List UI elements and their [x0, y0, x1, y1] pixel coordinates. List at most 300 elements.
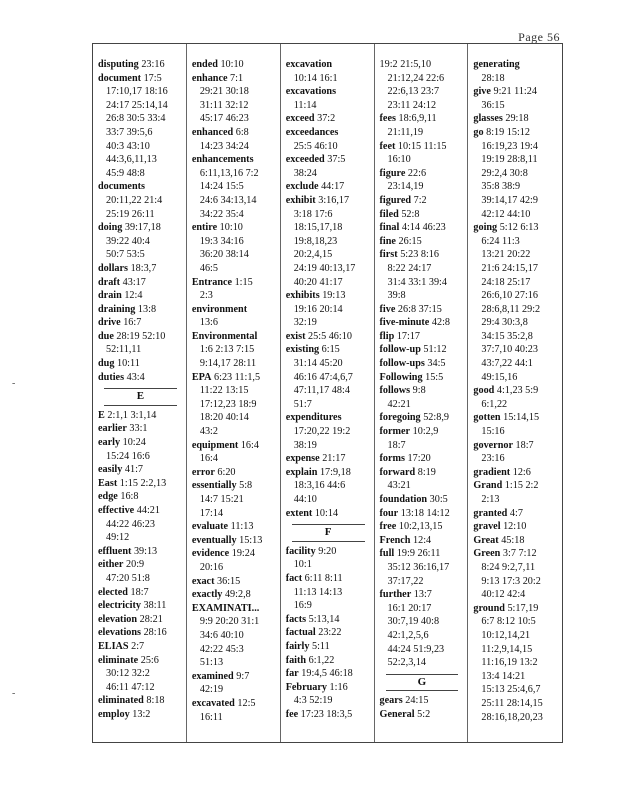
page-line-refs: 28:16 [143, 627, 167, 639]
page-line-refs: 39:8 [387, 290, 406, 302]
page-line-refs: 52:8,9 [423, 412, 449, 424]
index-entry [380, 140, 465, 167]
page-line-refs: 44:3,6,11,13 [106, 154, 157, 166]
page-line-refs: 29:2,4 30:8 [481, 167, 528, 179]
page-line-refs: 18:6,9,11 [398, 113, 437, 125]
page-line-refs: 20:9 [126, 559, 145, 571]
page-line-refs: 33:1 [129, 423, 148, 435]
index-entry [380, 194, 465, 208]
index-term: facility [285, 545, 316, 557]
page-line-refs: 30:12 32:2 [106, 668, 150, 680]
index-entry [98, 558, 183, 585]
page-line-refs: 44:22 46:23 [106, 518, 155, 530]
page-line-refs: 25:11 28:14,15 [481, 697, 543, 709]
index-entry [98, 504, 183, 545]
index-term: faith [285, 654, 307, 666]
page-line-refs: 16:7 [123, 317, 142, 329]
page-line-refs: 16:1 20:17 [387, 602, 432, 614]
page-line-refs: 12:10 [503, 521, 527, 533]
index-term: excavated [191, 697, 235, 709]
page-line-refs: 30:5 [429, 494, 448, 505]
index-entry [192, 371, 277, 439]
index-term: elected [98, 586, 128, 598]
page-line-refs: 28:6,8,11 29:2 [481, 303, 541, 315]
page-line-refs: 2:3 [199, 290, 213, 302]
index-entry [286, 330, 371, 344]
page-line-refs: 17:14 [199, 507, 224, 519]
index-entry [192, 602, 277, 670]
page-line-refs: 10:10 [220, 59, 244, 70]
index-term: drive [98, 317, 121, 329]
index-entry [286, 153, 371, 180]
page-line-refs: 49:15,16 [481, 371, 518, 383]
index-term: further [379, 589, 412, 601]
page-line-refs: 42:21 [387, 398, 411, 410]
index-term: granted [473, 507, 508, 519]
index-entry [380, 343, 465, 357]
page-line-refs: 24:19 40:13,17 [293, 262, 356, 274]
index-entry [98, 708, 183, 722]
index-entry [98, 180, 183, 221]
index-entry [380, 547, 465, 588]
index-entry [473, 439, 559, 466]
page-line-refs: 44:17 [321, 181, 345, 193]
index-entry [473, 507, 559, 521]
index-entry [98, 330, 183, 357]
section-letter-heading: E [104, 388, 177, 406]
index-entry [98, 613, 183, 627]
index-entry [98, 545, 183, 559]
index-term: existing [285, 344, 320, 356]
page-line-refs: 43:4 [126, 371, 145, 383]
index-entry [192, 330, 277, 371]
page-line-refs: 10:15 11:15 [397, 140, 447, 152]
page-line-refs: 2:1,1 3:1,14 [107, 409, 157, 421]
index-term: foundation [379, 494, 428, 505]
page-line-refs: 12:4 [124, 290, 143, 302]
page-line-refs: 5:17,19 [507, 602, 539, 614]
page-line-refs: 1:6 2:13 7:15 [199, 344, 255, 356]
index-term: former [379, 426, 411, 438]
page-line-refs: 8:24 9:2,7,11 [481, 561, 536, 573]
index-entry [473, 411, 559, 438]
index-term: five-minute [379, 317, 430, 329]
index-entry [473, 58, 559, 85]
index-term: fee [285, 708, 299, 720]
index-term: eliminated [98, 695, 144, 707]
page-line-refs: 43:17 [122, 276, 146, 288]
index-entry [286, 667, 371, 681]
index-entry [192, 303, 277, 330]
index-term: February [285, 681, 327, 693]
page-line-refs: 26:6,10 27:16 [481, 290, 538, 302]
index-entry [473, 602, 559, 724]
index-term: environment [191, 303, 248, 315]
page-line-refs: 10:1 [293, 559, 312, 571]
page-line-refs: 12:5 [237, 697, 256, 709]
index-term: dollars [98, 262, 129, 274]
index-term: first [379, 249, 398, 261]
page-line-refs: 3:7 7:12 [502, 548, 537, 560]
index-term: dug [98, 358, 115, 370]
index-entry [473, 534, 559, 548]
index-term: Environmental [191, 330, 258, 342]
index-term: exceed [285, 113, 315, 125]
page-line-refs: 14:7 15:21 [199, 494, 244, 505]
index-entry [286, 507, 371, 521]
index-entry [380, 330, 465, 344]
index-entry [192, 439, 277, 466]
page-line-refs: 41:7 [124, 464, 144, 476]
page-line-refs: 44:21 [136, 505, 160, 516]
page-line-refs: 6:24 11:3 [481, 235, 520, 247]
page-line-refs: 9:20 [318, 545, 337, 557]
page-line-refs: 15:5 [425, 371, 444, 383]
section-letter-heading: G [386, 674, 459, 692]
index-term: exhibit [285, 194, 316, 206]
index-entry [473, 520, 559, 534]
index-term: draining [98, 303, 136, 315]
page-line-refs: 2:13 [481, 494, 500, 505]
page-line-refs: 23:22 [318, 627, 342, 639]
index-term: five [379, 303, 396, 315]
index-term: gotten [473, 412, 501, 424]
index-term: equipment [191, 439, 239, 451]
page-line-refs: 5:8 [239, 480, 253, 492]
index-entry [98, 289, 183, 303]
index-entry [192, 72, 277, 126]
index-term: fact [285, 572, 303, 584]
index-term: four [379, 507, 399, 519]
index-entry [380, 507, 465, 521]
index-term: earlier [98, 423, 127, 435]
index-term: EPA [191, 371, 212, 383]
index-term: far [285, 668, 299, 680]
page-line-refs: 24:6 34:13,14 [199, 194, 257, 206]
page-line-refs: 46:11 47:12 [106, 681, 155, 693]
index-term: go [473, 126, 484, 138]
index-term: East [98, 477, 118, 489]
page-line-refs: 42:8 [431, 317, 450, 329]
page-line-refs: 3:18 17:6 [293, 208, 333, 220]
page-line-refs: 17:23 18:3,5 [300, 708, 353, 720]
index-entry [286, 85, 371, 112]
page-line-refs: 43:2 [199, 426, 218, 438]
page-line-refs: 19:9 26:11 [396, 548, 441, 560]
index-entry [380, 520, 465, 534]
page-line-refs: 39:13 [133, 545, 158, 557]
page-line-refs: 19:13 [322, 290, 346, 302]
index-entry [380, 316, 465, 330]
page-line-refs: 20:16 [199, 561, 224, 573]
page-line-refs: 5:12 6:13 [499, 222, 539, 234]
page-line-refs: 11:13 14:13 [293, 586, 343, 598]
page-line-refs: 31:4 33:1 39:4 [387, 276, 447, 288]
index-entry [98, 599, 183, 613]
index-entry [380, 534, 465, 548]
index-term: explain [285, 466, 318, 478]
index-entry [192, 276, 277, 303]
index-entry [473, 221, 559, 384]
index-term: draft [98, 276, 121, 288]
page-line-refs: 18:7 [387, 439, 406, 451]
page-line-refs: 28:21 [139, 613, 163, 625]
page-line-refs: 36:20 38:14 [199, 249, 249, 261]
page-line-refs: 4:3 52:19 [293, 695, 333, 707]
index-entry [380, 371, 465, 385]
page-line-refs: 34:5 [427, 358, 446, 370]
page-line-refs: 6:11 8:11 [304, 572, 343, 584]
page-line-refs: 37:2 [317, 113, 336, 125]
index-entry [286, 613, 371, 627]
page-line-refs: 18:15,17,18 [293, 222, 343, 234]
page-line-refs: 37:17,22 [387, 575, 424, 587]
page-line-refs: 18:7 [130, 586, 149, 598]
page-line-refs: 25:5 46:10 [308, 330, 352, 342]
index-term: exact [191, 575, 215, 587]
page-line-refs: 24:17 25:14,14 [106, 99, 168, 111]
page-line-refs: 28:16,18,20,23 [481, 711, 543, 723]
page-line-refs: 9:8 [412, 385, 426, 397]
index-term: ELIAS [98, 640, 129, 652]
index-term: final [379, 222, 400, 234]
index-entry [380, 221, 465, 235]
page-line-refs: 16:19,23 19:4 [481, 140, 538, 152]
index-term: effluent [98, 545, 132, 557]
page-line-refs: 37:5 [327, 154, 346, 166]
page-line-refs: 30:7,19 40:8 [387, 616, 440, 628]
page-line-refs: 13:7 [413, 589, 432, 601]
page-line-refs: 11:2,9,14,15 [481, 643, 533, 655]
page-line-refs: 44:10 [293, 494, 317, 505]
page-line-refs: 31:11 32:12 [199, 99, 249, 111]
page-line-refs: 45:18 [501, 534, 525, 546]
index-column-2 [187, 44, 281, 742]
index-term: examined [191, 670, 234, 682]
index-term: due [98, 330, 114, 342]
index-entry [380, 425, 465, 452]
page-line-refs: 31:14 45:20 [293, 358, 343, 370]
index-term: disputing [98, 59, 139, 70]
index-entry [98, 72, 183, 181]
page-line-refs: 28:19 52:10 [116, 330, 166, 342]
page-line-refs: 15:24 16:6 [106, 450, 150, 462]
page-line-refs: 11:16,19 13:2 [481, 657, 538, 669]
index-entry [192, 588, 277, 602]
page-line-refs: 20:2,4,15 [293, 249, 333, 261]
page-line-refs: 19:4,5 46:18 [301, 668, 353, 680]
page-line-refs: 32:19 [293, 317, 317, 329]
index-entry [98, 316, 183, 330]
page-line-refs: 19:16 20:14 [293, 303, 343, 315]
index-term: forms [379, 453, 405, 465]
index-entry [98, 477, 183, 491]
page-line-refs: 16:11 [199, 711, 223, 723]
index-term: error [191, 466, 215, 478]
page-line-refs: 35:8 38:9 [481, 181, 521, 193]
page-line-refs: 7:1 [230, 72, 244, 84]
index-entry [286, 180, 371, 194]
index-entry [380, 466, 465, 493]
index-entry [380, 303, 465, 317]
page-line-refs: 18:7 [515, 439, 534, 451]
page-line-refs: 23:16 [481, 453, 505, 465]
page-line-refs: 14:24 15:5 [199, 181, 244, 193]
index-entry [380, 588, 465, 670]
page-line-refs: 16:4 [199, 453, 218, 465]
index-entry [380, 452, 465, 466]
page-line-refs: 9:21 11:24 [493, 86, 537, 98]
page-line-refs: 28:18 [481, 72, 505, 84]
index-term: exist [285, 330, 306, 342]
page-line-refs: 45:17 46:23 [199, 113, 249, 125]
page-line-refs: 43:7,22 44:1 [481, 358, 533, 370]
page-line-refs: 10:14 [314, 507, 339, 519]
index-entry [380, 112, 465, 139]
page-line-refs: 10:2,13,15 [398, 521, 443, 533]
index-entry [286, 452, 371, 466]
page-line-refs: 17:5 [143, 72, 162, 84]
section-letter-heading: F [292, 524, 365, 542]
index-term: employ [98, 708, 130, 720]
page-line-refs: 6:1,22 [481, 398, 508, 410]
page-line-refs: 38:11 [143, 600, 167, 612]
index-entry [192, 575, 277, 589]
page-line-refs: 19:3 34:16 [199, 235, 244, 247]
page-line-refs: 8:19 [417, 466, 436, 478]
page-line-refs: 8:19 15:12 [486, 126, 530, 138]
page-line-refs: 50:7 53:5 [106, 249, 145, 261]
page-line-refs: 6:7 8:12 10:5 [481, 616, 536, 628]
page-line-refs: 51:13 [199, 657, 224, 669]
page-line-refs: 13:4 14:21 [481, 670, 526, 682]
margin-mark: - [12, 378, 16, 389]
page-line-refs: 6:23 11:1,5 [214, 371, 261, 383]
index-entry [380, 167, 465, 194]
page-line-refs: 29:18 [505, 113, 529, 125]
index-table [92, 43, 563, 743]
index-entry [286, 626, 371, 640]
index-entry [98, 490, 183, 504]
page-line-refs: 52:8 [401, 208, 420, 220]
index-term: flip [379, 330, 395, 342]
index-entry [473, 466, 559, 480]
index-term: EXAMINATI... [191, 602, 260, 614]
index-entry [286, 289, 371, 330]
page-line-refs: 51:12 [423, 344, 447, 356]
index-term: doing [98, 222, 123, 234]
page-line-refs: 10:10 [219, 222, 243, 234]
page-line-refs: 34:6 40:10 [199, 629, 244, 641]
page-line-refs: 33:7 39:5,6 [106, 126, 153, 138]
page-line-refs: 10:2,9 [412, 426, 439, 438]
page-line-refs: 5:11 [312, 640, 330, 652]
page-line-refs: 8:18 [146, 695, 165, 707]
index-column-4 [375, 44, 469, 742]
page-line-refs: 5:13,14 [308, 613, 340, 625]
page-line-refs: 6:8 [235, 126, 249, 138]
index-term: free [379, 521, 397, 533]
page-line-refs: 1:15 2:2 [504, 480, 539, 492]
page-line-refs: 46:16 47:4,6,7 [293, 371, 353, 383]
page-line-refs: 9:7 [236, 670, 250, 682]
page-line-refs: 14:23 34:24 [199, 140, 249, 152]
index-entry [380, 208, 465, 222]
page-line-refs: 10:11 [116, 358, 140, 370]
index-entry [98, 654, 183, 695]
page-line-refs: 15:13 25:4,6,7 [481, 684, 541, 696]
page-line-refs: 4:1,23 5:9 [496, 385, 539, 397]
index-term: foregoing [379, 412, 421, 424]
index-term: filed [379, 208, 399, 220]
index-term: enhancements [191, 154, 254, 166]
index-entry [192, 221, 277, 275]
page-line-refs: 13:8 [137, 303, 157, 315]
index-entry [286, 572, 371, 613]
page-line-refs: 23:14,19 [387, 181, 424, 193]
page-line-refs: 21:6 24:15,17 [481, 262, 538, 274]
page-line-refs: 17:9,18 [319, 466, 351, 478]
index-term: exhibits [285, 290, 320, 302]
page-line-refs: 13:6 [199, 317, 218, 329]
page-line-refs: 23:11 24:12 [387, 99, 437, 111]
page-line-refs: 21:11,19 [387, 126, 424, 138]
page-line-refs: 5:23 8:16 [400, 249, 439, 261]
index-entry [192, 520, 277, 534]
page-line-refs: 44:24 51:9,23 [387, 643, 445, 655]
index-entry [473, 126, 559, 221]
page-line-refs: 25:5 46:10 [293, 140, 338, 152]
page-line-refs: 15:13 [239, 534, 263, 546]
index-entry [380, 357, 465, 371]
page-line-refs: 29:4 30:3,8 [481, 317, 528, 329]
index-column-1 [93, 44, 187, 742]
page-line-refs: 8:22 24:17 [387, 262, 432, 274]
index-term: gradient [473, 466, 511, 478]
page-line-refs: 43:21 [387, 480, 411, 492]
index-term: Entrance [191, 276, 233, 288]
page-line-refs: 17:20,22 19:2 [293, 426, 351, 438]
page-line-refs: 9:9 20:20 31:1 [199, 616, 260, 628]
page-line-refs: 18:3,7 [130, 262, 157, 274]
page-line-refs: 12:4 [413, 534, 432, 546]
index-term: early [98, 437, 121, 449]
index-entry [192, 58, 277, 72]
index-entry [380, 694, 465, 708]
page-line-refs: 49:12 [106, 532, 130, 544]
index-entry [286, 411, 371, 452]
page-line-refs: 3:16,17 [318, 194, 350, 206]
page-line-refs: 16:10 [387, 154, 411, 166]
index-term: generating [473, 59, 520, 70]
page-line-refs: 18:3,16 44:6 [293, 480, 346, 492]
index-entry [380, 248, 465, 302]
page-line-refs: 13:2 [132, 708, 151, 720]
index-entry [192, 547, 277, 574]
index-entry [192, 697, 277, 724]
page-line-refs: 9:14,17 28:11 [199, 358, 257, 370]
page-line-refs: 17:20 [407, 453, 431, 465]
index-entry [473, 479, 559, 506]
index-term: forward [379, 466, 416, 478]
page-line-refs: 34:15 35:2,8 [481, 330, 533, 342]
page-line-refs: 42:1,2,5,6 [387, 629, 429, 641]
index-term: feet [379, 140, 396, 152]
page-line-refs: 1:15 [234, 276, 253, 288]
index-term: extent [285, 507, 313, 519]
index-term: either [98, 559, 124, 571]
page-line-refs: 1:16 [329, 681, 348, 693]
